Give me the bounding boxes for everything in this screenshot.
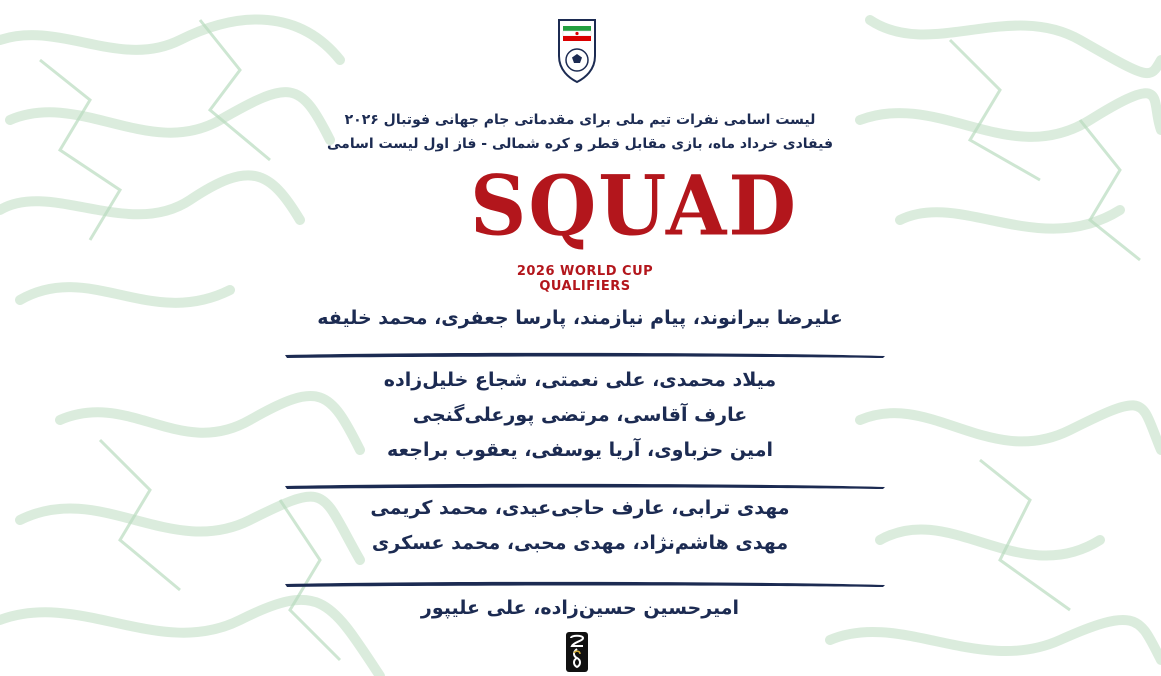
- intro-line-1: لیست اسامی نفرات تیم ملی برای مقدماتی جام جهانی فوتبال ۲۰۲۶: [344, 112, 816, 128]
- squad-subtitle: 2026 WORLD CUP QUALIFIERS: [516, 264, 654, 294]
- player-line: میلاد محمدی، علی نعمتی، شجاع خلیل‌زاده: [383, 369, 777, 391]
- fifa-world-cup-logo-icon: [566, 632, 588, 672]
- player-line: عارف آقاسی، مرتضی پورعلی‌گنجی: [412, 404, 748, 426]
- divider: [283, 481, 887, 491]
- intro-line-2: فیفادی خرداد ماه، بازی مقابل قطر و کره شمالی - فاز اول لیست اسامی: [326, 136, 834, 152]
- player-line: امین حزباوی، آریا یوسفی، یعقوب براجعه: [387, 439, 773, 461]
- player-line: امیرحسین حسین‌زاده، علی علیپور: [420, 597, 740, 619]
- squad-title: SQUAD: [470, 158, 799, 255]
- player-line: مهدی ترابی، عارف حاجی‌عیدی، محمد کریمی: [370, 497, 790, 519]
- federation-crest-icon: [555, 18, 599, 84]
- divider: [283, 350, 887, 360]
- player-line: مهدی هاشم‌نژاد، مهدی محبی، محمد عسکری: [371, 532, 789, 554]
- player-line: علیرضا بیرانوند، پیام نیازمند، پارسا جعفری، محمد خلیفه: [317, 307, 843, 329]
- divider: [283, 579, 887, 589]
